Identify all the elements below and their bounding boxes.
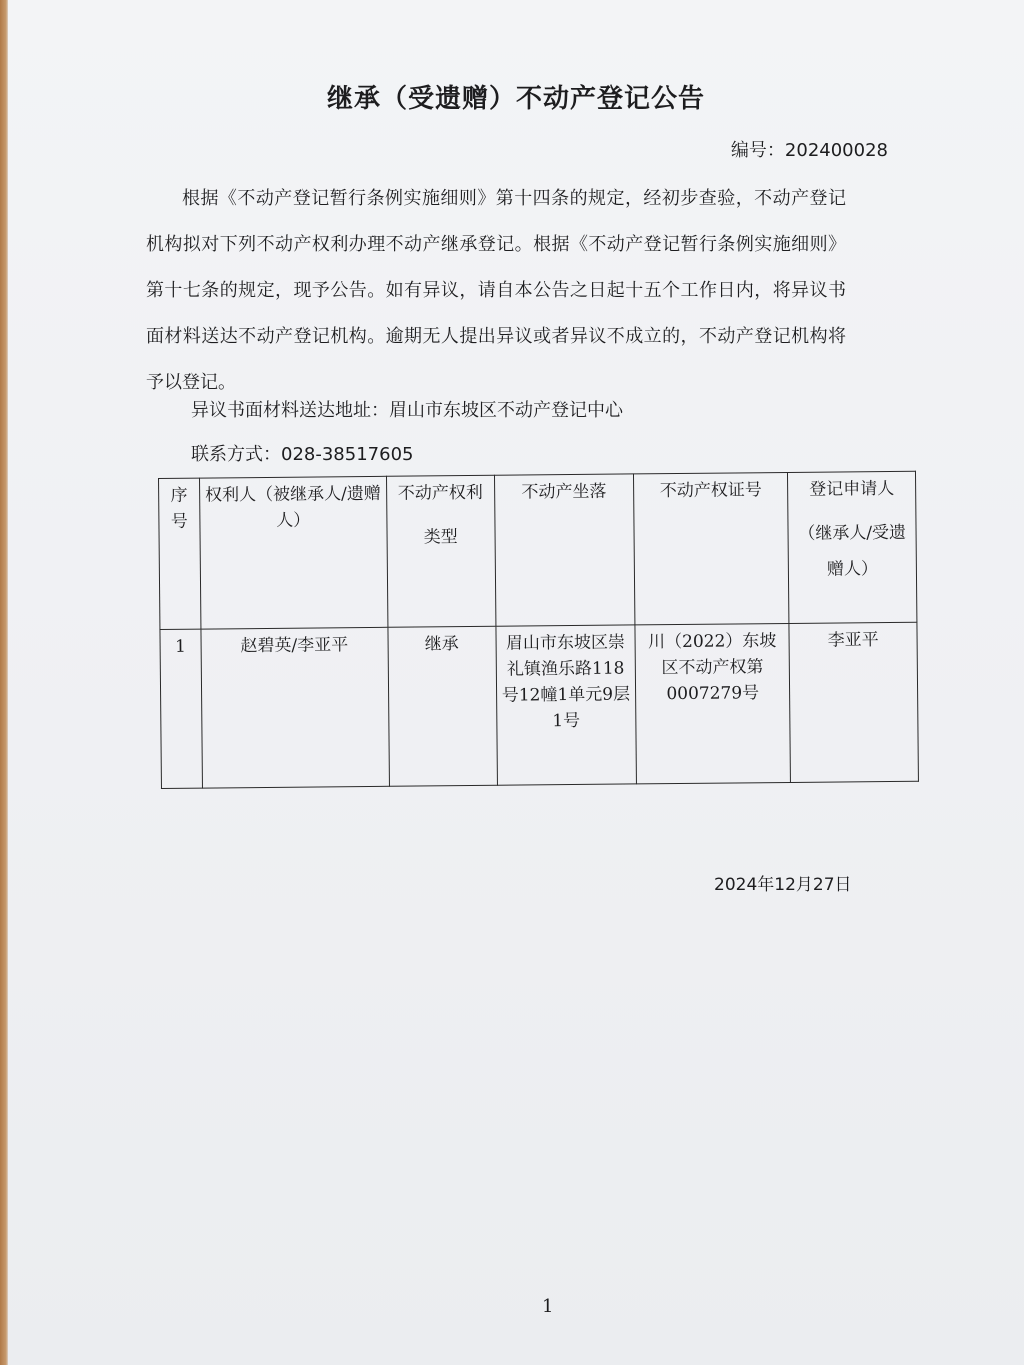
header-applicant-line1: 登记申请人 <box>809 478 895 500</box>
serial-number: 编号：202400028 <box>730 140 888 161</box>
address-label: 异议书面材料送达地址： <box>191 400 389 421</box>
registration-table <box>158 471 919 789</box>
header-right-type-line2: 类型 <box>423 527 458 548</box>
row-location: 眉山市东坡区崇礼镇渔乐路118号12幢1单元9层1号 <box>495 625 636 785</box>
header-right-type <box>386 475 495 627</box>
header-gap-2 <box>792 502 911 521</box>
row-holder: 赵碧英/李亚平 <box>201 627 389 788</box>
contact-line <box>191 440 413 466</box>
header-cert: 不动产权证号 <box>634 472 789 624</box>
header-applicant-line2: （继承人/受遗 <box>798 522 907 544</box>
notice-paragraph: 根据《不动产登记暂行条例实施细则》第十四条的规定，经初步查验，不动产登记机构拟对下列不动产权利办理不动产继承登记。根据《不动产登记暂行条例实施细则》第十七条的规定，现予公告。如有异议，请自本公告之日起十五个工作日内，将异议书面材料送达不动产登记机构。逾期无人提出异议或者异议不成立的，不动产登记机构将予以登记。 <box>146 188 846 393</box>
header-applicant-line3: 赠人） <box>826 559 879 580</box>
notice-title: 继承（受遗赠）不动产登记公告 <box>326 84 705 114</box>
notice-body <box>146 176 846 406</box>
table-row <box>160 622 918 788</box>
header-location: 不动产坐落 <box>494 474 635 626</box>
notice-date: 2024年12月27日 <box>714 875 852 895</box>
header-right-type-line1: 不动产权利 <box>397 482 483 504</box>
row-cert: 川（2022）东坡区不动产权第0007279号 <box>635 623 791 783</box>
address-value: 眉山市东坡区不动产登记中心 <box>389 400 623 421</box>
page-number: 1 <box>542 1296 554 1317</box>
row-right-type: 继承 <box>388 626 497 786</box>
row-applicant: 李亚平 <box>789 622 918 782</box>
contact-label: 联系方式： <box>191 444 281 465</box>
header-holder: 权利人（被继承人/遗赠人） <box>199 476 387 629</box>
table-header-row <box>159 471 917 629</box>
row-seq: 1 <box>160 629 202 788</box>
contact-phone: 028-38517605 <box>281 444 414 465</box>
header-applicant <box>788 471 917 623</box>
document-page <box>8 0 1024 1365</box>
header-gap <box>391 506 490 525</box>
objection-address-line <box>191 396 623 422</box>
header-seq: 序号 <box>159 478 201 629</box>
